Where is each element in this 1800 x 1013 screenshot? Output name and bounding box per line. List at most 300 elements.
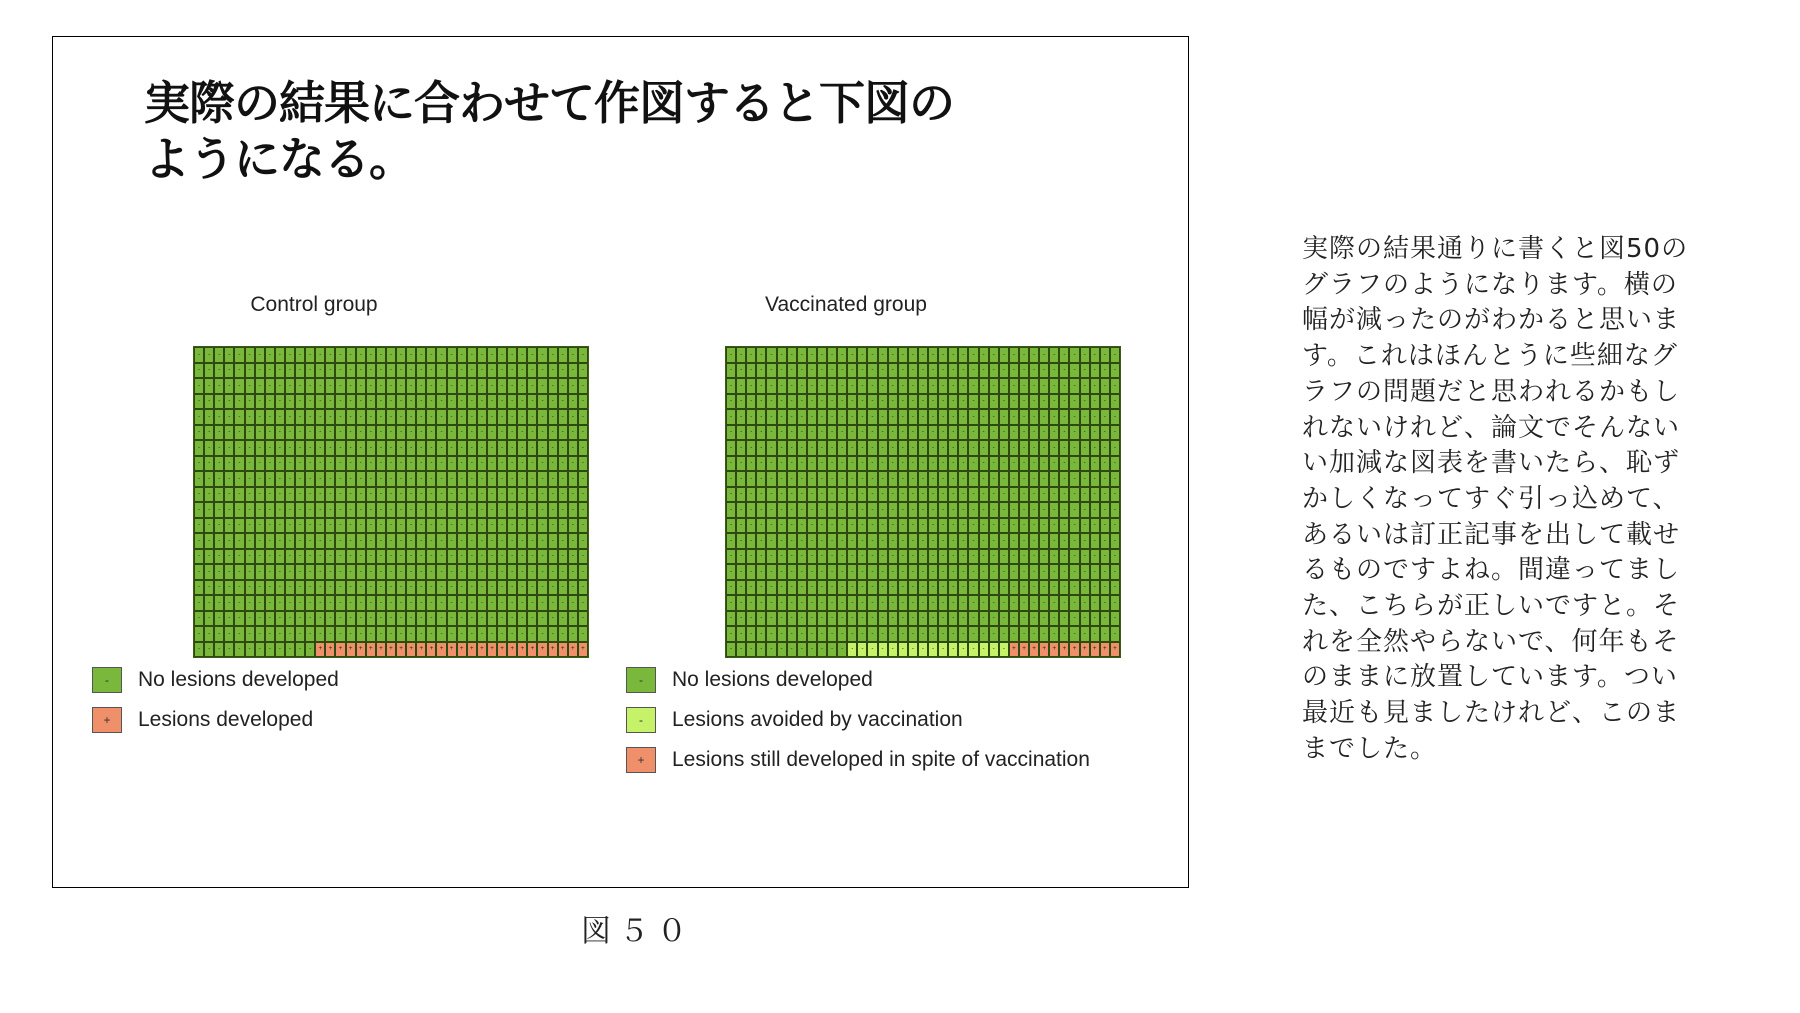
waffle-cell: -	[1059, 471, 1069, 487]
waffle-cell: -	[999, 409, 1009, 425]
waffle-cell: -	[234, 394, 244, 410]
waffle-cell: -	[1080, 487, 1090, 503]
waffle-cell: -	[888, 611, 898, 627]
waffle-cell: -	[1100, 626, 1110, 642]
waffle-cell: -	[1059, 456, 1069, 472]
waffle-cell: -	[777, 378, 787, 394]
waffle-cell: -	[426, 595, 436, 611]
waffle-cell: -	[245, 642, 255, 658]
waffle-cell: -	[898, 471, 908, 487]
waffle-cell: -	[426, 487, 436, 503]
waffle-cell: -	[867, 394, 877, 410]
waffle-cell: -	[999, 626, 1009, 642]
waffle-cell: -	[275, 611, 285, 627]
waffle-cell: -	[968, 533, 978, 549]
waffle-cell: -	[777, 595, 787, 611]
waffle-cell: -	[477, 564, 487, 580]
waffle-cell: -	[948, 378, 958, 394]
waffle-cell: -	[979, 595, 989, 611]
waffle-cell: -	[726, 378, 736, 394]
waffle-cell: -	[1110, 580, 1120, 596]
waffle-cell: -	[366, 533, 376, 549]
waffle-cell: -	[968, 549, 978, 565]
waffle-cell: -	[756, 471, 766, 487]
waffle-cell: -	[1080, 502, 1090, 518]
waffle-cell: -	[878, 409, 888, 425]
waffle-cell: -	[837, 533, 847, 549]
waffle-cell: -	[436, 378, 446, 394]
waffle-cell: -	[787, 564, 797, 580]
waffle-cell: -	[807, 533, 817, 549]
waffle-cell: -	[1009, 533, 1019, 549]
waffle-cell: -	[275, 487, 285, 503]
waffle-cell: -	[837, 549, 847, 565]
waffle-cell: -	[766, 394, 776, 410]
waffle-cell: -	[568, 363, 578, 379]
waffle-cell: -	[447, 533, 457, 549]
waffle-cell: -	[726, 394, 736, 410]
waffle-cell: -	[908, 456, 918, 472]
waffle-cell: -	[548, 471, 558, 487]
waffle-cell: -	[255, 549, 265, 565]
waffle-cell: -	[204, 363, 214, 379]
waffle-cell: -	[726, 471, 736, 487]
waffle-cell: -	[958, 611, 968, 627]
waffle-cell: -	[436, 595, 446, 611]
waffle-cell: -	[406, 487, 416, 503]
waffle-cell: -	[847, 611, 857, 627]
waffle-cell: -	[1029, 363, 1039, 379]
waffle-cell: -	[406, 394, 416, 410]
waffle-cell: -	[1039, 409, 1049, 425]
waffle-cell: -	[537, 533, 547, 549]
waffle-cell: -	[908, 502, 918, 518]
waffle-cell: -	[356, 409, 366, 425]
waffle-cell: -	[467, 518, 477, 534]
waffle-cell: +	[416, 642, 426, 658]
waffle-cell: -	[1090, 456, 1100, 472]
waffle-cell: -	[275, 363, 285, 379]
waffle-cell: -	[487, 363, 497, 379]
waffle-cell: -	[807, 456, 817, 472]
waffle-cell: -	[234, 425, 244, 441]
waffle-cell: -	[558, 564, 568, 580]
waffle-cell: -	[406, 564, 416, 580]
waffle-cell: -	[746, 611, 756, 627]
waffle-cell: -	[305, 518, 315, 534]
waffle-cell: -	[857, 394, 867, 410]
waffle-cell: -	[376, 518, 386, 534]
waffle-cell: -	[416, 626, 426, 642]
waffle-cell: -	[1069, 394, 1079, 410]
waffle-cell: -	[214, 564, 224, 580]
waffle-cell: -	[194, 347, 204, 363]
waffle-cell: +	[1110, 642, 1120, 658]
waffle-cell: -	[548, 533, 558, 549]
waffle-cell: -	[1039, 378, 1049, 394]
waffle-cell: -	[1039, 533, 1049, 549]
waffle-cell: -	[295, 363, 305, 379]
waffle-cell: -	[457, 425, 467, 441]
waffle-cell: -	[497, 580, 507, 596]
waffle-cell: -	[726, 626, 736, 642]
waffle-cell: -	[568, 487, 578, 503]
waffle-cell: -	[1029, 487, 1039, 503]
waffle-cell: -	[487, 394, 497, 410]
waffle-cell: -	[968, 347, 978, 363]
waffle-cell: -	[386, 502, 396, 518]
waffle-cell: -	[979, 378, 989, 394]
waffle-cell: -	[457, 518, 467, 534]
waffle-cell: -	[447, 564, 457, 580]
waffle-cell: -	[777, 502, 787, 518]
waffle-cell: -	[214, 440, 224, 456]
waffle-cell: -	[436, 564, 446, 580]
waffle-cell: -	[487, 456, 497, 472]
waffle-cell: -	[857, 471, 867, 487]
waffle-cell: -	[878, 611, 888, 627]
waffle-cell: -	[255, 440, 265, 456]
waffle-cell: -	[1039, 611, 1049, 627]
waffle-cell: -	[746, 456, 756, 472]
waffle-cell: -	[265, 549, 275, 565]
waffle-cell: -	[366, 378, 376, 394]
waffle-cell: -	[245, 611, 255, 627]
waffle-cell: -	[989, 425, 999, 441]
waffle-cell: -	[948, 580, 958, 596]
waffle-cell: -	[867, 564, 877, 580]
waffle-cell: -	[797, 502, 807, 518]
waffle-cell: -	[386, 626, 396, 642]
waffle-cell: -	[1059, 611, 1069, 627]
waffle-cell: -	[396, 487, 406, 503]
waffle-cell: -	[1090, 378, 1100, 394]
waffle-cell: -	[356, 347, 366, 363]
waffle-cell: -	[335, 347, 345, 363]
waffle-cell: -	[948, 409, 958, 425]
waffle-cell: -	[979, 611, 989, 627]
waffle-cell: -	[847, 425, 857, 441]
waffle-cell: -	[807, 394, 817, 410]
waffle-cell: -	[315, 502, 325, 518]
waffle-cell: -	[578, 456, 588, 472]
waffle-cell: -	[416, 471, 426, 487]
waffle-cell: -	[1110, 363, 1120, 379]
waffle-cell: -	[356, 425, 366, 441]
waffle-cell: -	[968, 580, 978, 596]
waffle-cell: -	[938, 642, 948, 658]
waffle-cell: -	[265, 471, 275, 487]
waffle-cell: -	[396, 347, 406, 363]
waffle-cell: -	[346, 518, 356, 534]
waffle-cell: -	[487, 487, 497, 503]
figure-caption: 図５０	[581, 914, 695, 949]
waffle-cell: -	[346, 487, 356, 503]
waffle-cell: -	[1049, 549, 1059, 565]
waffle-cell: -	[275, 378, 285, 394]
waffle-cell: -	[1049, 595, 1059, 611]
waffle-cell: -	[918, 502, 928, 518]
waffle-cell: -	[406, 425, 416, 441]
waffle-cell: -	[204, 626, 214, 642]
waffle-cell: -	[857, 425, 867, 441]
waffle-cell: -	[1090, 471, 1100, 487]
waffle-cell: -	[1100, 471, 1110, 487]
waffle-cell: -	[497, 409, 507, 425]
waffle-cell: -	[979, 580, 989, 596]
waffle-cell: -	[1100, 456, 1110, 472]
waffle-cell: -	[888, 425, 898, 441]
waffle-cell: -	[315, 456, 325, 472]
waffle-cell: -	[578, 347, 588, 363]
waffle-cell: -	[396, 518, 406, 534]
waffle-cell: -	[578, 471, 588, 487]
waffle-cell: -	[1069, 425, 1079, 441]
waffle-cell: -	[1100, 363, 1110, 379]
waffle-cell: -	[867, 580, 877, 596]
waffle-cell: -	[857, 595, 867, 611]
waffle-cell: -	[356, 487, 366, 503]
waffle-cell: -	[366, 456, 376, 472]
waffle-cell: -	[346, 626, 356, 642]
waffle-cell: -	[386, 595, 396, 611]
waffle-cell: -	[265, 440, 275, 456]
waffle-cell: -	[968, 564, 978, 580]
waffle-cell: -	[1059, 487, 1069, 503]
waffle-cell: -	[275, 549, 285, 565]
waffle-cell: -	[497, 533, 507, 549]
waffle-cell: -	[356, 549, 366, 565]
waffle-cell: -	[837, 564, 847, 580]
waffle-cell: -	[386, 425, 396, 441]
waffle-cell: -	[305, 456, 315, 472]
waffle-cell: -	[1049, 502, 1059, 518]
waffle-cell: -	[736, 425, 746, 441]
waffle-cell: -	[275, 580, 285, 596]
waffle-cell: -	[736, 394, 746, 410]
waffle-cell: -	[766, 580, 776, 596]
waffle-cell: -	[234, 409, 244, 425]
waffle-cell: -	[847, 471, 857, 487]
waffle-cell: -	[928, 549, 938, 565]
waffle-cell: -	[416, 425, 426, 441]
chart-title-control: Control group	[250, 293, 378, 316]
waffle-cell: -	[1069, 363, 1079, 379]
waffle-cell: -	[477, 409, 487, 425]
legend-control	[92, 665, 339, 745]
waffle-cell: -	[807, 471, 817, 487]
waffle-cell: -	[1059, 564, 1069, 580]
waffle-cell: -	[376, 533, 386, 549]
waffle-cell: -	[1029, 456, 1039, 472]
waffle-cell: -	[416, 440, 426, 456]
waffle-cell: -	[1069, 471, 1079, 487]
waffle-cell: -	[989, 471, 999, 487]
waffle-cell: -	[1069, 580, 1079, 596]
waffle-cell: -	[1090, 580, 1100, 596]
waffle-cell: -	[968, 626, 978, 642]
waffle-cell: -	[746, 580, 756, 596]
waffle-cell: -	[436, 580, 446, 596]
waffle-cell: -	[888, 518, 898, 534]
waffle-cell: -	[878, 456, 888, 472]
waffle-cell: -	[194, 471, 204, 487]
slide-title: 実際の結果に合わせて作図すると下図の ようになる。	[144, 76, 954, 186]
waffle-cell: -	[948, 518, 958, 534]
waffle-cell: -	[928, 642, 938, 658]
waffle-cell: -	[837, 626, 847, 642]
waffle-cell: -	[746, 564, 756, 580]
waffle-cell: -	[315, 347, 325, 363]
waffle-cell: -	[847, 456, 857, 472]
waffle-cell: -	[797, 487, 807, 503]
waffle-cell: -	[457, 363, 467, 379]
waffle-cell: -	[305, 580, 315, 596]
waffle-cell: -	[305, 440, 315, 456]
waffle-cell: -	[766, 502, 776, 518]
waffle-cell: -	[578, 564, 588, 580]
waffle-cell: -	[335, 502, 345, 518]
waffle-cell: -	[487, 549, 497, 565]
waffle-cell: -	[1009, 394, 1019, 410]
waffle-cell: -	[968, 456, 978, 472]
waffle-cell: -	[898, 595, 908, 611]
waffle-cell: -	[356, 595, 366, 611]
waffle-cell: -	[918, 425, 928, 441]
waffle-cell: -	[847, 347, 857, 363]
waffle-cell: -	[386, 363, 396, 379]
waffle-cell: -	[507, 378, 517, 394]
waffle-cell: -	[726, 642, 736, 658]
waffle-cell: -	[245, 533, 255, 549]
waffle-cell: -	[214, 363, 224, 379]
waffle-cell: -	[827, 409, 837, 425]
waffle-cell: -	[1059, 595, 1069, 611]
waffle-cell: -	[847, 626, 857, 642]
waffle-cell: -	[295, 626, 305, 642]
waffle-cell: -	[558, 518, 568, 534]
waffle-cell: -	[797, 471, 807, 487]
waffle-cell: -	[366, 580, 376, 596]
waffle-cell: -	[325, 580, 335, 596]
waffle-cell: -	[938, 378, 948, 394]
waffle-cell: -	[335, 626, 345, 642]
waffle-cell: -	[477, 502, 487, 518]
waffle-cell: -	[979, 518, 989, 534]
legend-item	[92, 665, 339, 695]
waffle-cell: -	[396, 595, 406, 611]
waffle-cell: -	[245, 471, 255, 487]
waffle-cell: -	[1019, 440, 1029, 456]
waffle-cell: -	[335, 409, 345, 425]
waffle-cell: -	[918, 409, 928, 425]
waffle-cell: -	[1049, 363, 1059, 379]
waffle-cell: -	[958, 580, 968, 596]
waffle-cell: -	[224, 425, 234, 441]
waffle-cell: +	[517, 642, 527, 658]
waffle-cell: -	[234, 549, 244, 565]
waffle-cell: -	[756, 580, 766, 596]
waffle-cell: -	[356, 471, 366, 487]
waffle-cell: -	[194, 611, 204, 627]
waffle-cell: -	[325, 595, 335, 611]
waffle-cell: -	[878, 425, 888, 441]
waffle-cell: -	[537, 394, 547, 410]
waffle-cell: -	[366, 518, 376, 534]
waffle-cell: -	[346, 347, 356, 363]
waffle-cell: -	[736, 347, 746, 363]
waffle-cell: -	[447, 363, 457, 379]
waffle-cell: -	[867, 502, 877, 518]
waffle-cell: -	[797, 378, 807, 394]
waffle-cell: -	[726, 409, 736, 425]
waffle-cell: -	[224, 564, 234, 580]
waffle-cell: -	[726, 533, 736, 549]
waffle-cell: -	[366, 425, 376, 441]
waffle-cell: -	[1029, 378, 1039, 394]
waffle-cell: -	[497, 518, 507, 534]
waffle-cell: -	[457, 564, 467, 580]
waffle-cell: +	[346, 642, 356, 658]
waffle-cell: -	[938, 549, 948, 565]
waffle-cell: -	[245, 378, 255, 394]
waffle-cell: -	[315, 518, 325, 534]
waffle-cell: -	[888, 487, 898, 503]
waffle-cell: -	[245, 440, 255, 456]
waffle-cell: -	[1100, 487, 1110, 503]
waffle-cell: -	[787, 626, 797, 642]
waffle-cell: -	[527, 378, 537, 394]
waffle-cell: -	[507, 502, 517, 518]
waffle-cell: -	[1090, 626, 1100, 642]
waffle-cell: -	[878, 564, 888, 580]
waffle-cell: -	[255, 611, 265, 627]
waffle-cell: -	[787, 347, 797, 363]
waffle-cell: -	[766, 471, 776, 487]
waffle-cell: -	[477, 533, 487, 549]
waffle-cell: -	[275, 518, 285, 534]
waffle-cell: -	[447, 549, 457, 565]
waffle-cell: -	[989, 580, 999, 596]
waffle-cell: +	[1090, 642, 1100, 658]
legend-swatch: +	[92, 707, 122, 733]
waffle-cell: -	[265, 363, 275, 379]
waffle-cell: -	[447, 487, 457, 503]
waffle-cell: -	[878, 487, 888, 503]
waffle-cell: -	[908, 394, 918, 410]
waffle-cell: -	[908, 409, 918, 425]
waffle-cell: -	[255, 564, 265, 580]
waffle-cell: -	[989, 394, 999, 410]
waffle-cell: -	[857, 378, 867, 394]
waffle-cell: -	[1019, 471, 1029, 487]
waffle-cell: -	[999, 471, 1009, 487]
waffle-cell: -	[396, 502, 406, 518]
waffle-cell: -	[898, 518, 908, 534]
waffle-cell: -	[1019, 347, 1029, 363]
waffle-cell: -	[807, 580, 817, 596]
waffle-cell: -	[204, 378, 214, 394]
legend-vaccinated	[626, 665, 1090, 785]
waffle-cell: -	[285, 487, 295, 503]
waffle-cell: -	[507, 363, 517, 379]
waffle-cell: -	[837, 487, 847, 503]
waffle-cell: -	[426, 549, 436, 565]
waffle-cell: -	[1009, 425, 1019, 441]
waffle-cell: -	[467, 409, 477, 425]
waffle-cell: -	[1059, 580, 1069, 596]
waffle-cell: -	[736, 564, 746, 580]
